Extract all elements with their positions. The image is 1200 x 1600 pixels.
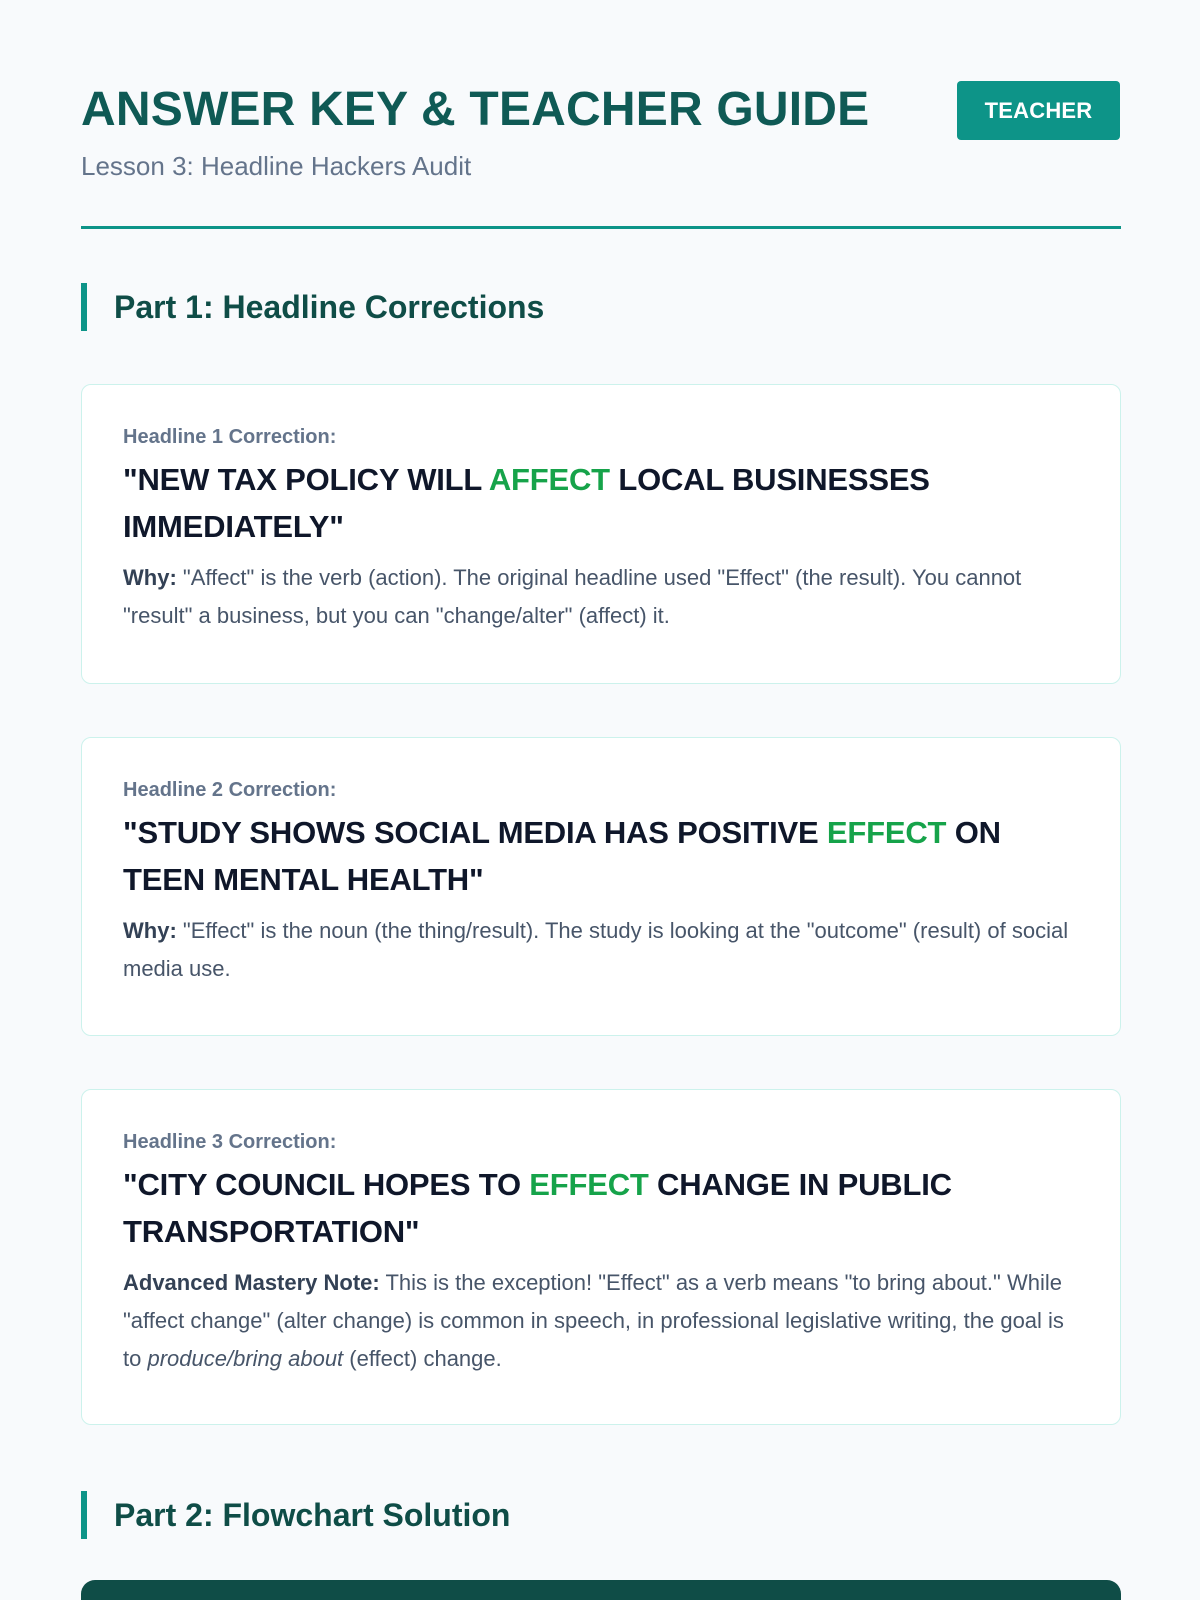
- part-1-heading: [81, 283, 1121, 331]
- corrected-headline: [123, 809, 1080, 903]
- part-2-heading: [81, 1491, 1121, 1539]
- explanation-emphasis: produce/bring about: [147, 1346, 344, 1371]
- correction-label: Headline 2 Correction:: [123, 779, 337, 801]
- explanation-label: Why:: [123, 565, 177, 590]
- headline-correction-card-2: [81, 737, 1121, 1036]
- correction-explanation: [123, 912, 1080, 988]
- headline-highlighted-word: AFFECT: [488, 462, 610, 497]
- headline-text-before: "STUDY SHOWS SOCIAL MEDIA HAS POSITIVE: [123, 815, 827, 850]
- part-1-title: Part 1: Headline Corrections: [114, 289, 545, 325]
- headline-text-before: "NEW TAX POLICY WILL: [123, 462, 489, 497]
- headline-correction-card-3: [81, 1089, 1121, 1425]
- corrected-headline: [123, 1161, 1080, 1255]
- headline-correction-card-1: [81, 384, 1121, 684]
- headline-highlighted-word: EFFECT: [529, 1167, 649, 1202]
- lesson-subtitle: Lesson 3: Headline Hackers Audit: [81, 151, 472, 181]
- correction-label: Headline 3 Correction:: [123, 1131, 337, 1153]
- teacher-badge: TEACHER: [957, 81, 1120, 140]
- corrected-headline: [123, 456, 1080, 550]
- page-title: ANSWER KEY & TEACHER GUIDE: [81, 83, 870, 136]
- explanation-text: "Affect" is the verb (action). The original headline used "Effect" (the result). You cannot "result" a business, but you can "change/alter" (affect) it.: [123, 565, 1022, 628]
- headline-text-before: "CITY COUNCIL HOPES TO: [123, 1167, 530, 1202]
- correction-label: Headline 1 Correction:: [123, 426, 337, 448]
- header-divider: [81, 226, 1121, 229]
- explanation-text: "Effect" is the noun (the thing/result). The study is looking at the "outcome" (result) of social media use.: [123, 918, 1069, 981]
- headline-text-after: LOCAL BUSINESSES IMMEDIATELY": [123, 462, 930, 544]
- explanation-label: Advanced Mastery Note:: [123, 1270, 380, 1295]
- flowchart-solution-panel: [81, 1580, 1121, 1600]
- explanation-label: Why:: [123, 918, 177, 943]
- correction-explanation: [123, 559, 1080, 635]
- correction-explanation: [123, 1264, 1080, 1378]
- headline-text-after: ON TEEN MENTAL HEALTH": [123, 815, 1001, 897]
- headline-text-after: CHANGE IN PUBLIC TRANSPORTATION": [123, 1167, 952, 1249]
- headline-highlighted-word: EFFECT: [826, 815, 947, 850]
- part-2-title: Part 2: Flowchart Solution: [114, 1497, 511, 1533]
- explanation-text-after: (effect) change.: [343, 1346, 502, 1371]
- section-accent-bar: [81, 1491, 87, 1539]
- explanation-text: This is the exception! "Effect" as a verb means "to bring about." While "affect change" (alter change) is common in speech, in professional legislative writing, the goal is to: [123, 1270, 1064, 1371]
- page-header: [81, 80, 1121, 181]
- section-accent-bar: [81, 283, 87, 331]
